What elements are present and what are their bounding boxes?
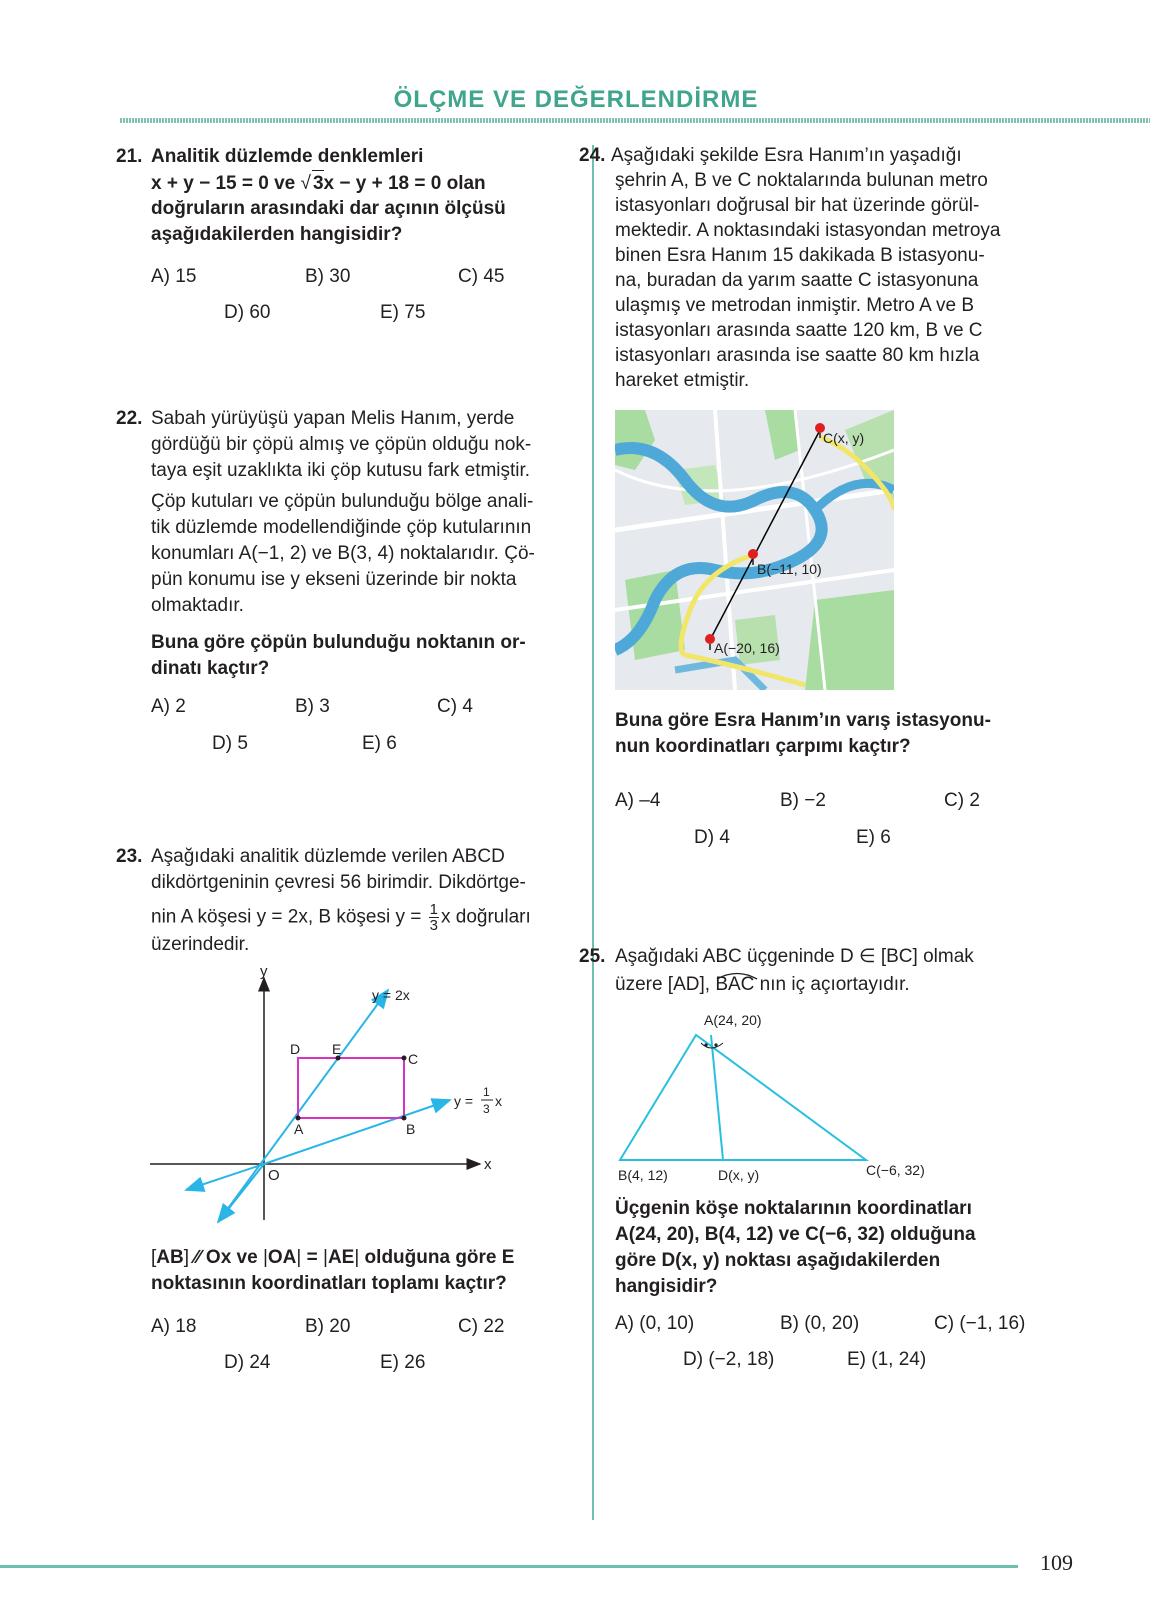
text-part: üzere [AD], (615, 974, 716, 995)
question-line: istasyonları arasında ise saatte 80 km hızla (615, 345, 980, 366)
point-b (402, 1116, 407, 1121)
question-number: 24. (579, 145, 606, 166)
text-part: nın iç açıortayıdır. (754, 974, 910, 995)
triangle-figure (610, 1005, 940, 1190)
option-d[interactable]: D) 60 (224, 302, 271, 323)
line2-label-suffix: x (495, 1093, 502, 1109)
option-b[interactable]: B) −2 (780, 790, 826, 811)
question-line: olmaktadır. (151, 595, 244, 616)
question-line: taya eşit uzaklıkta iki çöp kutusu fark etmiştir. (151, 460, 531, 481)
question-line: üzerindedir. (151, 934, 250, 955)
x-axis-label: x (484, 1156, 492, 1173)
page-number: 109 (1040, 1550, 1073, 1575)
coordinate-figure (140, 958, 520, 1228)
question-line: Analitik düzlemde denklemleri (151, 146, 424, 167)
line-y-2x (218, 990, 388, 1222)
line2-label-numerator: 1 (483, 1085, 490, 1099)
line2-label-denominator: 3 (483, 1102, 490, 1116)
fraction (429, 902, 439, 933)
option-b[interactable]: B) 30 (305, 266, 351, 287)
question-prompt: Buna göre Esra Hanım’ın varış istasyonu- (615, 710, 991, 731)
fraction-denominator: 3 (429, 917, 438, 934)
point-d-label: D(x, y) (718, 1167, 760, 1183)
option-b[interactable]: B) 20 (305, 1316, 351, 1337)
question-line: Aşağıdaki şekilde Esra Hanım’ın yaşadığı (611, 145, 962, 166)
question-number: 21. (116, 146, 143, 167)
question-prompt: Buna göre çöpün bulunduğu noktanın or- (151, 632, 526, 653)
question-number: 22. (116, 408, 143, 429)
fraction-numerator: 1 (429, 901, 438, 918)
option-d[interactable]: D) 5 (212, 733, 248, 754)
question-line: Aşağıdaki ABC üçgeninde D ∈ [BC] olmak (615, 946, 974, 967)
line1-label: y = 2x (372, 987, 410, 1003)
question-line: konumları A(−1, 2) ve B(3, 4) noktalarıdır. Çö- (151, 543, 535, 564)
footer-rule (0, 1565, 1018, 1568)
question-line: Aşağıdaki analitik düzlemde verilen ABCD (151, 846, 505, 867)
option-b[interactable]: B) 3 (295, 696, 330, 717)
sqrt-operand: 3 (312, 170, 324, 197)
question-prompt: nun koordinatları çarpımı kaçtır? (615, 736, 911, 757)
y-axis-label: y (260, 963, 268, 980)
text-part: ∕∕ Ox ve (189, 1247, 263, 1268)
option-e[interactable]: E) 26 (380, 1352, 426, 1373)
option-d[interactable]: D) (−2, 18) (683, 1349, 775, 1370)
point-c (402, 1056, 407, 1061)
option-c[interactable]: C) 4 (437, 696, 473, 717)
question-line (615, 972, 910, 998)
label-c: C (408, 1051, 419, 1067)
line2-label-prefix: y = (454, 1093, 474, 1109)
label-b: B (406, 1121, 416, 1137)
option-d[interactable]: D) 4 (694, 827, 730, 848)
question-line: Sabah yürüyüşü yapan Melis Hanım, yerde (151, 408, 515, 429)
question-line: ulaşmış ve metrodan inmiştir. Metro A ve B (615, 295, 975, 316)
question-line: istasyonları doğrusal bir hat üzerinde görül- (615, 195, 980, 216)
option-d[interactable]: D) 24 (224, 1352, 271, 1373)
question-prompt: Üçgenin köşe noktalarının koordinatları (615, 1198, 972, 1219)
question-prompt: dinatı kaçtır? (151, 658, 270, 679)
question-line: tik düzlemde modellendiğinde çöp kutularının (151, 517, 532, 538)
option-c[interactable]: C) (−1, 16) (934, 1313, 1026, 1334)
segment-bc: BC (886, 946, 913, 967)
option-a[interactable]: A) 18 (151, 1316, 197, 1337)
question-line: na, buradan da yarım saatte C istasyonuna (615, 270, 979, 291)
question-line: hareket etmiştir. (615, 370, 750, 391)
question-number: 25. (579, 946, 606, 967)
angle-dot (704, 1043, 707, 1046)
option-a[interactable]: A) 2 (151, 696, 186, 717)
option-c[interactable]: C) 22 (458, 1316, 505, 1337)
question-line: şehrin A, B ve C noktalarında bulunan metro (615, 170, 988, 191)
header-rule (120, 118, 1150, 123)
question-line: gördüğü bir çöpü almış ve çöpün olduğu nok- (151, 434, 532, 455)
option-a[interactable]: A) (0, 10) (615, 1313, 695, 1334)
question-line: mektedir. A noktasındaki istasyondan metroya (615, 220, 1001, 241)
option-e[interactable]: E) 6 (856, 827, 891, 848)
question-prompt: A(24, 20), B(4, 12) ve C(−6, 32) olduğuna (615, 1224, 976, 1245)
equation-part: x − y + 18 = 0 olan (323, 173, 486, 194)
question-line: dikdörtgeninin çevresi 56 birimdir. Dikdörtge- (151, 872, 526, 893)
question-line (151, 902, 531, 933)
option-b[interactable]: B) (0, 20) (780, 1313, 860, 1334)
equation-part: x + y − 15 = 0 ve (151, 173, 301, 194)
segment-ae: AE (327, 1247, 355, 1268)
option-c[interactable]: C) 2 (944, 790, 980, 811)
page-title: ÖLÇME VE DEĞERLENDİRME (393, 86, 759, 113)
text-part: olduğuna göre E (359, 1247, 515, 1268)
option-e[interactable]: E) (1, 24) (847, 1349, 927, 1370)
origin-label: O (268, 1167, 280, 1184)
point-a (296, 1116, 301, 1121)
city-map (615, 410, 894, 690)
question-prompt: göre D(x, y) noktası aşağıdakilerden (615, 1250, 941, 1271)
rectangle-abcd (298, 1058, 404, 1118)
line-y-third-x (264, 1100, 450, 1164)
station-b-label: B(−11, 10) (757, 561, 822, 577)
triangle-abc (620, 1035, 866, 1160)
question-line: istasyonları arasında saatte 120 km, B ve C (615, 320, 983, 341)
label-e: E (332, 1041, 342, 1057)
question-prompt: noktasının koordinatları toplamı kaçtır? (151, 1273, 507, 1294)
vertex-c-label: C(−6, 32) (866, 1162, 925, 1178)
segment-ab: AB (156, 1247, 184, 1268)
option-a[interactable]: A) –4 (615, 790, 661, 811)
station-a-label: A(−20, 16) (714, 640, 780, 656)
angle-dot (714, 1043, 717, 1046)
segment-oa: OA (267, 1247, 297, 1268)
question-prompt: hangisidir? (615, 1276, 718, 1297)
station-c-label: C(x, y) (823, 430, 865, 446)
text-part: = (301, 1247, 323, 1268)
question-line: aşağıdakilerden hangisidir? (151, 224, 403, 245)
option-c[interactable]: C) 45 (458, 266, 505, 287)
question-line: doğruların arasındaki dar açının ölçüsü (151, 198, 506, 219)
column-divider (592, 145, 594, 1520)
angle-bac: BAC (715, 974, 755, 995)
question-line: binen Esra Hanım 15 dakikada B istasyonu- (615, 245, 985, 266)
text-part: olmak (917, 946, 974, 967)
vertex-a-label: A(24, 20) (704, 1012, 762, 1028)
vertex-b-label: B(4, 12) (618, 1167, 668, 1183)
option-e[interactable]: E) 75 (380, 302, 426, 323)
question-number: 23. (116, 846, 143, 867)
text-part: nin A köşesi y = 2x, B köşesi y = (151, 906, 427, 928)
question-line: Çöp kutuları ve çöpün bulunduğu bölge anali- (151, 491, 534, 512)
option-a[interactable]: A) 15 (151, 266, 197, 287)
question-line: pün konumu ise y ekseni üzerinde bir nokta (151, 569, 517, 590)
angle-arc-mark (715, 970, 759, 980)
text-part: x doğruları (440, 906, 531, 928)
label-d: D (290, 1041, 301, 1057)
text-part: Aşağıdaki ABC üçgeninde D ∈ (615, 946, 881, 967)
question-prompt: [AB] ∕∕ Ox ve |OA| = |AE| olduğuna göre E (151, 1247, 515, 1268)
label-a: A (294, 1121, 304, 1137)
line-y-third-x-tail (186, 1164, 264, 1190)
question-line: x + y − 15 = 0 ve √ 3x − y + 18 = 0 olan (151, 170, 486, 197)
option-e[interactable]: E) 6 (362, 733, 397, 754)
